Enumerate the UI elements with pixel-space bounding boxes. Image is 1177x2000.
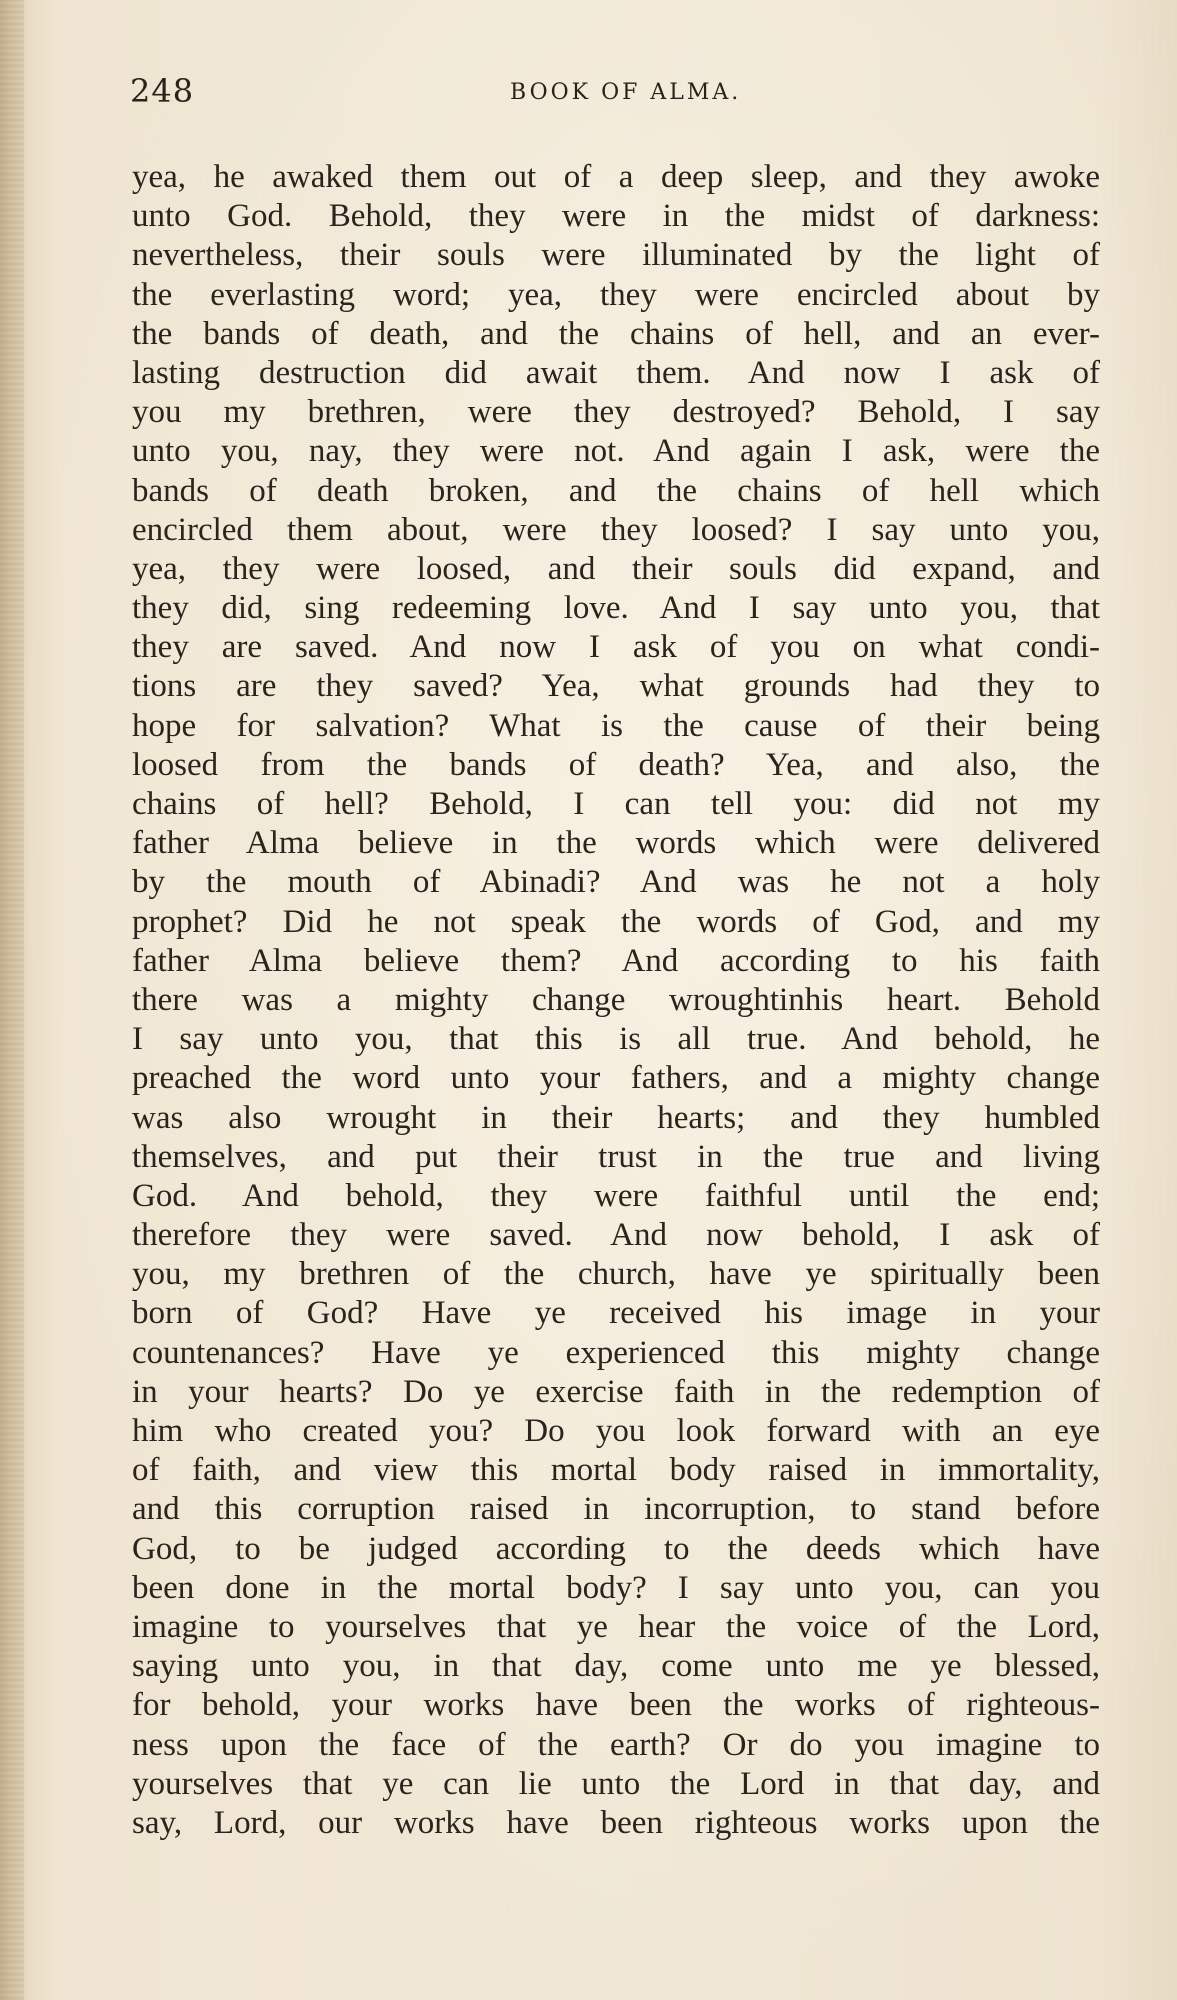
text-line: God. And behold, they were faithful until the end; [132,1177,1100,1214]
page-binding-edge [0,0,24,2000]
text-line: yea, they were loosed, and their souls did expand, and [132,550,1100,587]
text-line: was also wrought in their hearts; and they humbled [132,1099,1100,1136]
text-line: in your hearts? Do ye exercise faith in the redemption of [132,1373,1100,1410]
text-line: prophet? Did he not speak the words of God, and my [132,903,1100,940]
text-line: there was a mighty change wroughtinhis heart. Behold [132,981,1100,1018]
text-line: I say unto you, that this is all true. And behold, he [132,1021,1100,1058]
text-line: and this corruption raised in incorruption, to stand before [132,1491,1100,1528]
text-line: encircled them about, were they loosed? I say unto you, [132,511,1100,548]
text-line: tions are they saved? Yea, what grounds had they to [132,668,1100,705]
text-line: themselves, and put their trust in the true and living [132,1138,1100,1175]
text-line: him who created you? Do you look forward with an eye [132,1413,1100,1449]
text-line: been done in the mortal body? I say unto you, can you [132,1569,1100,1606]
text-line: the bands of death, and the chains of hell, and an ever- [132,315,1100,352]
text-line: for behold, your works have been the works of righteous- [132,1687,1100,1724]
text-line: say, Lord, our works have been righteous works upon the [132,1804,1100,1841]
text-line: saying unto you, in that day, come unto me ye blessed, [132,1648,1100,1685]
running-header [130,72,1100,120]
text-line: bands of death broken, and the chains of hell which [132,472,1100,509]
text-line: ness upon the face of the earth? Or do you imagine to [132,1726,1100,1763]
text-line: hope for salvation? What is the cause of their being [132,707,1100,744]
text-line: chains of hell? Behold, I can tell you: did not my [132,786,1100,822]
text-line: nevertheless, their souls were illuminated by the light of [132,237,1100,274]
book-title: BOOK OF ALMA. [510,80,742,105]
text-line: they did, sing redeeming love. And I say unto you, that [132,590,1100,627]
text-line: countenances? Have ye experienced this mighty change [132,1334,1100,1371]
text-line: born of God? Have ye received his image in your [132,1295,1100,1332]
text-line: God, to be judged according to the deeds which have [132,1530,1100,1567]
text-line: you, my brethren of the church, have ye spiritually been [132,1256,1100,1293]
text-line: imagine to yourselves that ye hear the voice of the Lord, [132,1608,1100,1645]
text-line: unto God. Behold, they were in the midst of darkness: [132,198,1100,235]
body-text [132,158,1100,1843]
text-line: of faith, and view this mortal body raised in immortality, [132,1452,1100,1489]
text-line: father Alma believe them? And according to his faith [132,942,1100,979]
text-line: yea, he awaked them out of a deep sleep, and they awoke [132,159,1100,195]
page-number: 248 [130,72,195,110]
text-line: preached the word unto your fathers, and a mighty change [132,1060,1100,1097]
text-line: unto you, nay, they were not. And again I ask, were the [132,433,1100,470]
text-line: lasting destruction did await them. And now I ask of [132,354,1100,391]
text-line: loosed from the bands of death? Yea, and also, the [132,746,1100,783]
text-line: therefore they were saved. And now behold, I ask of [132,1217,1100,1254]
text-line: they are saved. And now I ask of you on what condi- [132,629,1100,666]
text-line: you my brethren, were they destroyed? Behold, I say [132,394,1100,431]
text-line: the everlasting word; yea, they were encircled about by [132,276,1100,313]
text-line: yourselves that ye can lie unto the Lord in that day, and [132,1765,1100,1802]
text-line: by the mouth of Abinadi? And was he not a holy [132,864,1100,901]
text-line: father Alma believe in the words which were delivered [132,825,1100,862]
